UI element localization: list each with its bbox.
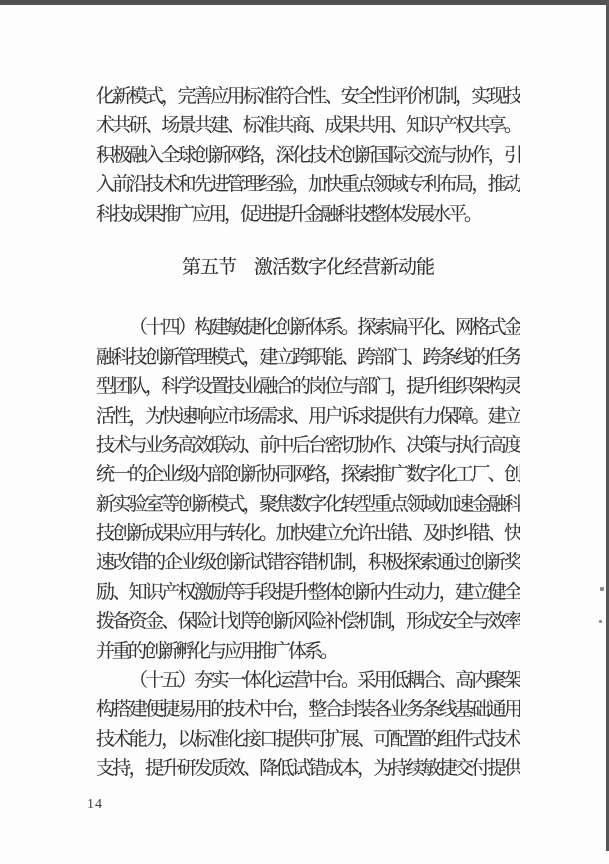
text-line: 积极融入全球创新网络，深化技术创新国际交流与协作，引 <box>96 144 520 166</box>
text-line: 新实验室等创新模式，聚焦数字化转型重点领域加速金融科 <box>96 493 520 515</box>
text-line: 速改错的企业级创新试错容错机制，积极探索通过创新奖 <box>96 552 520 574</box>
text-line: 融科技创新管理模式，建立跨职能、跨部门、跨条线的任务 <box>96 346 520 368</box>
scan-edge-top <box>0 0 609 5</box>
text-line: 科技成果推广应用，促进提升金融科技整体发展水平。 <box>96 203 481 225</box>
text-line: 技术能力，以标准化接口提供可扩展、可配置的组件式技术 <box>96 728 520 750</box>
text-line: 化新模式，完善应用标准符合性、安全性评价机制，实现技 <box>96 86 520 107</box>
text-line: 型团队，科学设置技业融合的岗位与部门，提升组织架构灵 <box>96 376 520 398</box>
text-line: （十四）构建敏捷化创新体系。探索扁平化、网格式金 <box>129 317 520 339</box>
page-number: 14 <box>87 797 103 812</box>
text-line: 技术与业务高效联动、前中后台密切协作、决策与执行高度 <box>96 434 520 456</box>
scan-speck <box>599 620 602 623</box>
text-line: 技创新成果应用与转化。加快建立允许出错、及时纠错、快 <box>96 523 520 545</box>
text-line: 励、知识产权激励等手段提升整体创新内生动力，建立健全 <box>96 581 520 603</box>
text-line: 统一的企业级内部创新协同网络，探索推广数字化工厂、创 <box>96 464 520 486</box>
text-line: 术共研、场景共建、标准共商、成果共用、知识产权共享。 <box>96 115 520 137</box>
text-line: 并重的创新孵化与应用推广体系。 <box>96 640 337 662</box>
text-line: 支持，提升研发质效、降低试错成本，为持续敏捷交付提供 <box>96 758 520 780</box>
scan-speck <box>600 587 604 591</box>
text-line: 拨备资金、保险计划等创新风险补偿机制，形成安全与效率 <box>96 611 520 633</box>
text-line: 构搭建便捷易用的技术中台，整合封装各业务条线基础通用 <box>96 699 520 721</box>
section-heading: 第五节 激活数字化经营新动能 <box>181 256 434 278</box>
text-line: 活性，为快速响应市场需求、用户诉求提供有力保障。建立 <box>96 405 520 427</box>
text-line: 入前沿技术和先进管理经验，加快重点领域专利布局，推动 <box>96 174 520 196</box>
document-body <box>96 82 520 784</box>
text-line: （十五）夯实一体化运营中台。采用低耦合、高内聚架 <box>129 670 520 692</box>
